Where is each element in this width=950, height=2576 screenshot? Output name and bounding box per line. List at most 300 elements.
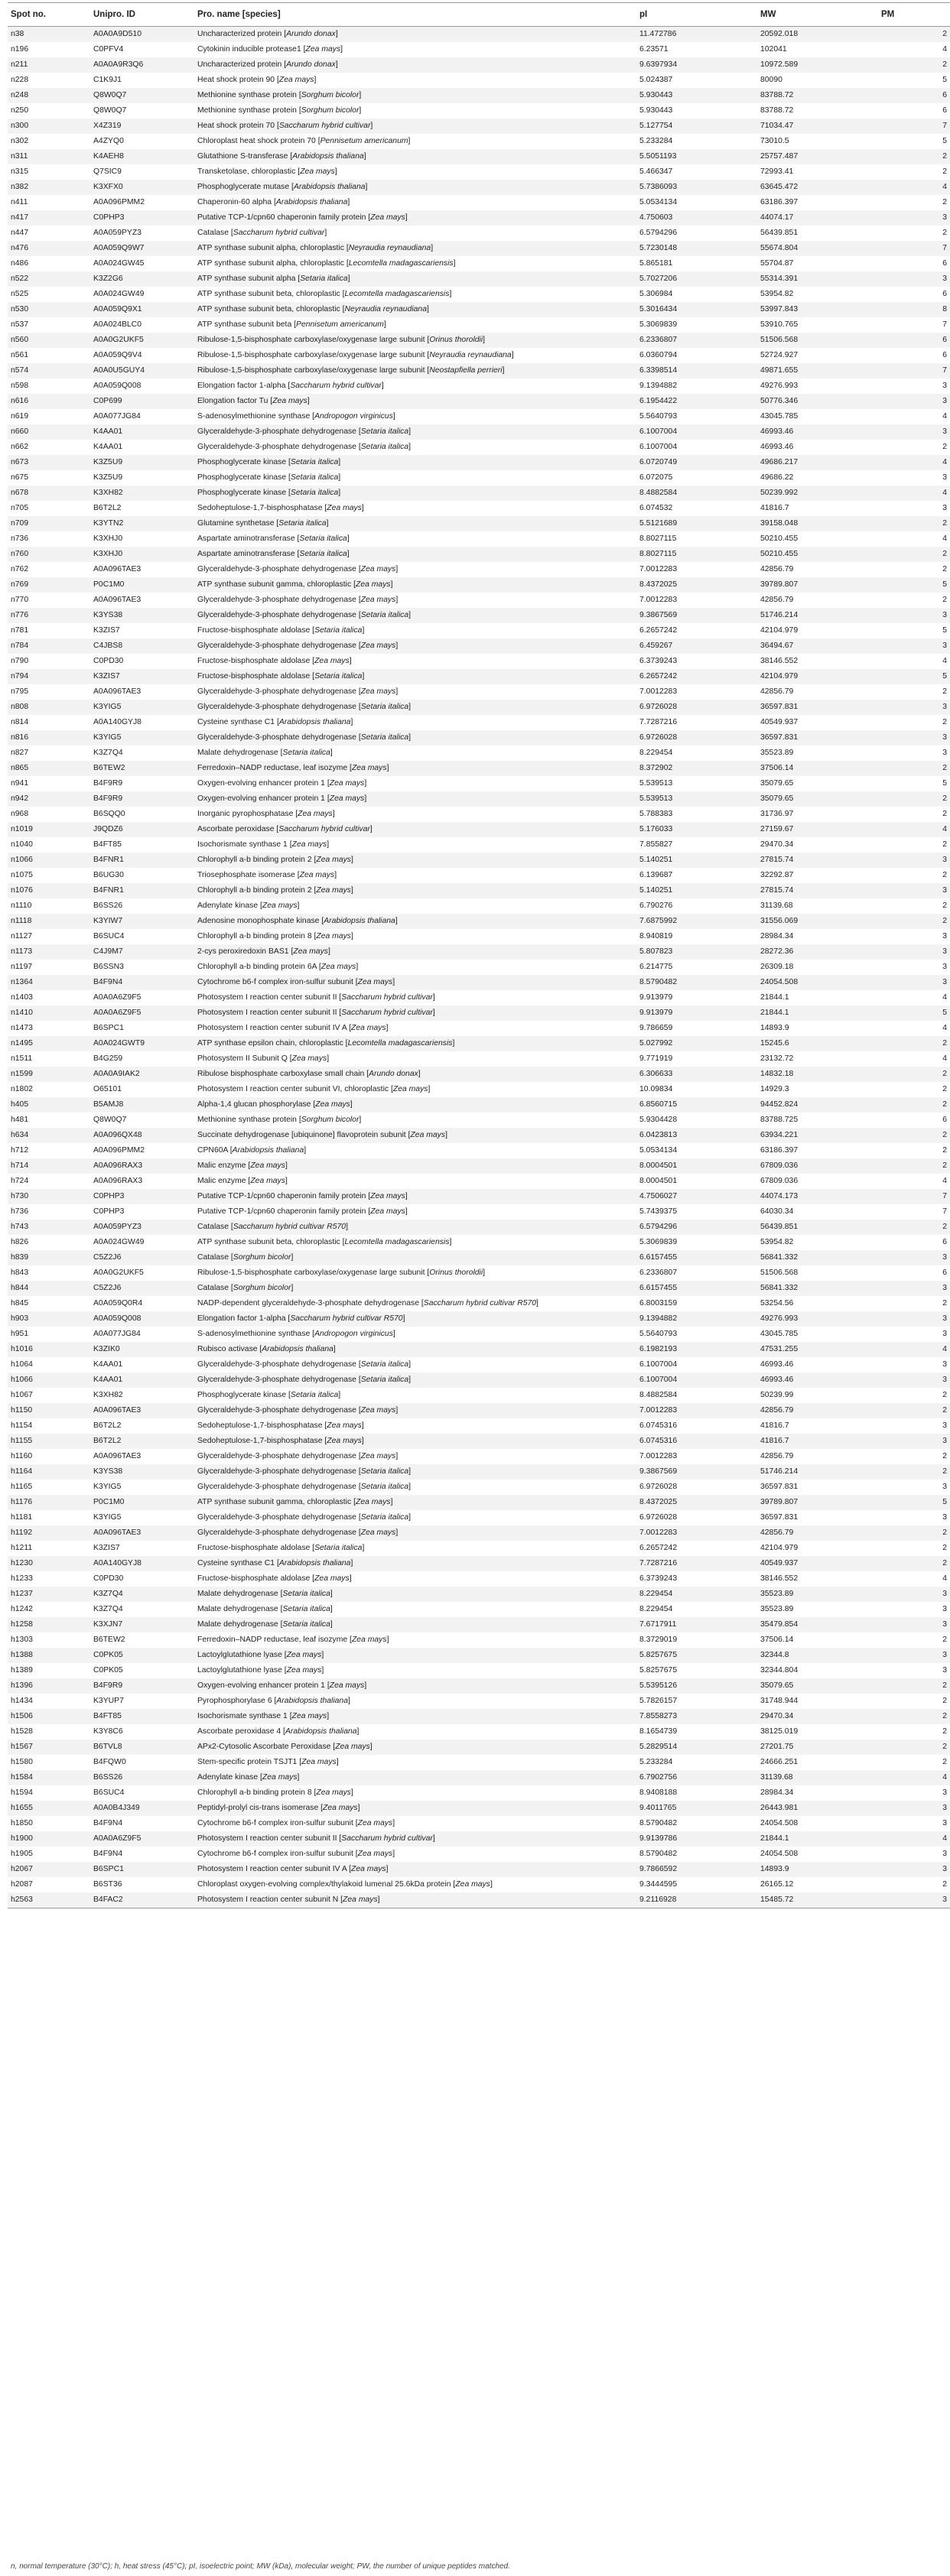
spot-no-cell: h405 (8, 1097, 90, 1113)
unipro-id-cell: K3XHJ0 (90, 547, 194, 562)
spot-no-cell: n675 (11, 473, 29, 482)
pm-cell: 2 (878, 1067, 950, 1082)
mw-cell: 35079.65 (757, 1678, 878, 1694)
pi-cell: 5.5640793 (639, 1330, 678, 1338)
protein-name-cell: Malate dehydrogenase [Setaria italica] (197, 749, 333, 757)
pm-cell: 2 (878, 761, 950, 776)
table-row (8, 1143, 950, 1158)
pm-cell: 3 (942, 1819, 947, 1827)
table-row (8, 776, 950, 791)
species-name: Zea mays (262, 901, 298, 910)
protein-name-cell: Malic enzyme [Zea mays] (194, 1158, 636, 1174)
mw-cell: 21844.1 (757, 1831, 878, 1847)
protein-name: Cysteine synthase C1 (197, 718, 275, 726)
protein-name: ATP synthase subunit beta (197, 320, 292, 329)
unipro-id-cell: C5Z2J6 (90, 1250, 194, 1265)
table-row (8, 547, 950, 562)
mw-cell: 63186.397 (760, 1146, 799, 1155)
species-name: Setaria italica (299, 534, 347, 543)
protein-name-cell: Chlorophyll a-b binding protein 6A [Zea mays] (197, 963, 359, 971)
pm-cell: 3 (942, 382, 947, 390)
table-row (8, 822, 950, 837)
mw-cell: 42856.79 (760, 1452, 794, 1460)
mw-cell: 31139.68 (760, 901, 793, 910)
protein-name: Succinate dehydrogenase [ubiquinone] flavoprotein subunit (197, 1131, 406, 1139)
mw-cell: 56439.851 (760, 229, 799, 237)
protein-name-cell: Oxygen-evolving enhancer protein 1 [Zea mays] (197, 779, 367, 788)
table-row (8, 348, 950, 363)
unipro-id-cell: K4AA01 (90, 424, 194, 440)
spot-no-cell: n561 (11, 351, 29, 359)
table-row (8, 1847, 950, 1862)
table-row (8, 57, 950, 73)
unipro-id-cell: A0A024GW49 (93, 1238, 145, 1246)
protein-name: Malic enzyme (197, 1161, 246, 1170)
protein-name-cell: Fructose-bisphosphate aldolase [Zea mays] (197, 1574, 352, 1583)
pm-cell: 3 (942, 1513, 947, 1522)
mw-cell: 38146.552 (760, 657, 799, 665)
protein-name-cell: Alpha-1,4 glucan phosphorylase [Zea mays] (194, 1097, 636, 1113)
protein-name-cell: Putative TCP-1/cpn60 chaperonin family protein [Zea mays] (194, 210, 636, 226)
protein-name: Methionine synthase protein (197, 106, 297, 115)
species-name: Arundo donax (286, 30, 336, 38)
table-footnote: n, normal temperature (30°C); h, heat stress (45°C); pI, isoelectric point; MW (kDa), molecular weight; PW, the number of unique peptides matched. (11, 2562, 510, 2571)
species-name: Setaria italica (314, 672, 363, 681)
pm-cell: 3 (878, 883, 950, 898)
pi-cell: 9.3867569 (636, 1464, 757, 1480)
protein-name-cell: Elongation factor 1-alpha [Saccharum hybrid cultivar] (197, 382, 384, 390)
species-name: Orinus thoroldii (429, 336, 483, 344)
table-row (8, 1892, 950, 1908)
protein-name-cell: Lactoylglutathione lyase [Zea mays] (197, 1666, 324, 1675)
spot-no-cell: n1197 (11, 963, 33, 971)
protein-name: Glyceraldehyde-3-phosphate dehydrogenase (197, 733, 356, 742)
table-row (8, 394, 950, 409)
species-name: Arabidopsis thaliana (232, 1146, 304, 1155)
spot-no-cell: h1066 (8, 1372, 90, 1388)
species-name: Zea mays (329, 794, 365, 803)
unipro-id-cell: A0A0A9IAK2 (90, 1067, 194, 1082)
spot-no-cell: n1127 (11, 932, 33, 940)
pi-cell: 8.229454 (639, 1605, 673, 1613)
pm-cell: 2 (878, 791, 950, 807)
species-name: Zea mays (286, 1666, 322, 1675)
species-name: Saccharum hybrid cultivar (290, 382, 382, 390)
spot-no-cell: n814 (11, 718, 29, 726)
table-row (8, 1510, 950, 1525)
table-row (8, 1877, 950, 1892)
mw-cell: 50239.99 (760, 1391, 794, 1399)
pm-cell: 2 (942, 1391, 947, 1399)
unipro-id-cell: A0A059Q9X1 (90, 302, 194, 317)
protein-name-cell: Glyceraldehyde-3-phosphate dehydrogenase [Setaria italica] (194, 700, 636, 715)
protein-name: Glyceraldehyde-3-phosphate dehydrogenase (197, 642, 356, 650)
spot-no-cell: n1110 (11, 901, 32, 910)
pi-cell: 6.139687 (639, 871, 673, 879)
unipro-id-cell: O65101 (93, 1085, 122, 1093)
pm-cell: 2 (878, 1740, 950, 1755)
protein-name-cell: Photosystem I reaction center subunit II [Saccharum hybrid cultivar] (194, 1831, 636, 1847)
protein-name-cell: Glyceraldehyde-3-phosphate dehydrogenase [Zea mays] (194, 1403, 636, 1418)
pi-cell: 9.913979 (639, 993, 673, 1002)
unipro-id-cell: A0A0A9R3Q6 (90, 57, 194, 73)
pi-cell: 5.127754 (636, 119, 757, 134)
protein-name: Ribulose-1,5-bisphosphate carboxylase/oxygenase large subunit (197, 366, 425, 375)
table-row (8, 27, 950, 43)
protein-name-cell: S-adenosylmethionine synthase [Andropogon virginicus] (197, 412, 395, 421)
species-name: Zea mays (410, 1131, 446, 1139)
protein-name-cell: Glyceraldehyde-3-phosphate dehydrogenase [Zea mays] (194, 638, 636, 654)
species-name: Zea mays (278, 76, 314, 84)
spot-no-cell: n228 (11, 76, 29, 84)
pm-cell: 2 (878, 914, 950, 929)
protein-name: Photosystem I reaction center subunit IV A (197, 1024, 347, 1032)
species-name: Zea mays (392, 1085, 428, 1093)
species-name: Zea mays (291, 1712, 327, 1720)
mw-cell: 49276.993 (757, 1311, 878, 1327)
table-row (8, 424, 950, 440)
unipro-id-cell: A0A024GW49 (93, 290, 145, 298)
table-row (8, 623, 950, 638)
unipro-id-cell: A0A0A6Z9F5 (90, 1005, 194, 1021)
pm-cell: 4 (878, 180, 950, 195)
table-row (8, 1021, 950, 1036)
mw-cell: 28272.36 (757, 944, 878, 960)
unipro-id-cell: A0A096PMM2 (93, 1146, 145, 1155)
protein-name-cell: Uncharacterized protein [Arundo donax] (194, 57, 636, 73)
table-row (8, 1694, 950, 1709)
protein-name: Glyceraldehyde-3-phosphate dehydrogenase (197, 1528, 356, 1537)
species-name: Zea mays (314, 657, 350, 665)
unipro-id-cell: A0A059Q9V4 (93, 351, 142, 359)
table-row (8, 1174, 950, 1189)
unipro-id-cell: K4AEH8 (90, 149, 194, 164)
pm-cell: 2 (878, 516, 950, 531)
mw-cell: 36597.831 (757, 700, 878, 715)
protein-name: Cytochrome b6-f complex iron-sulfur subunit (197, 1819, 353, 1827)
pm-cell: 2 (878, 1678, 950, 1694)
mw-cell: 56439.851 (757, 1220, 878, 1235)
protein-name: Chloroplast heat shock protein 70 (197, 137, 316, 145)
unipro-id-cell: A0A059PYZ3 (90, 1220, 194, 1235)
protein-name-cell: Malate dehydrogenase [Setaria italica] (197, 1605, 333, 1613)
header-unipro-id: Unipro. ID (90, 3, 194, 27)
pm-cell: 5 (942, 626, 947, 635)
spot-no-cell: n790 (11, 657, 29, 665)
pm-cell: 7 (878, 1189, 950, 1204)
protein-name: Glyceraldehyde-3-phosphate dehydrogenase (197, 1467, 356, 1476)
mw-cell: 31736.97 (760, 810, 794, 818)
protein-name: Phosphoglycerate kinase (197, 458, 287, 466)
pm-cell: 2 (878, 57, 950, 73)
mw-cell: 94452.824 (757, 1097, 878, 1113)
pm-cell: 3 (942, 1330, 947, 1338)
pi-cell: 6.2336807 (636, 333, 757, 348)
unipro-id-cell: C0PHP3 (93, 1207, 125, 1216)
pi-cell: 5.7027206 (636, 271, 757, 287)
species-name: Setaria italica (360, 1467, 409, 1476)
protein-name-cell: Chlorophyll a-b binding protein 2 [Zea mays] (194, 853, 636, 868)
pi-cell: 8.4372025 (636, 577, 757, 593)
species-name: Setaria italica (290, 489, 339, 497)
unipro-id-cell: Q8W0Q7 (93, 106, 127, 115)
protein-name-cell: ATP synthase subunit beta, chloroplastic [Neyraudia reynaudiana] (194, 302, 636, 317)
pm-cell: 6 (942, 351, 947, 359)
unipro-id-cell: A0A0G2UKF5 (90, 333, 194, 348)
pm-cell: 2 (942, 443, 947, 451)
protein-name-cell: Ribulose-1,5-bisphosphate carboxylase/oxygenase large subunit [Neostapfiella perrieri] (194, 363, 636, 378)
protein-name: Oxygen-evolving enhancer protein 1 (197, 794, 325, 803)
unipro-id-cell: K3Y8C6 (93, 1727, 123, 1736)
table-row (8, 1220, 950, 1235)
spot-no-cell: n38 (8, 27, 90, 43)
protein-name: Glyceraldehyde-3-phosphate dehydrogenase (197, 1513, 356, 1522)
spot-no-cell: n211 (8, 57, 90, 73)
protein-name-cell: Cytochrome b6-f complex iron-sulfur subunit [Zea mays] (197, 1819, 395, 1827)
pi-cell: 5.140251 (636, 853, 757, 868)
protein-name-cell: Chlorophyll a-b binding protein 2 [Zea mays] (194, 883, 636, 898)
pm-cell: 3 (878, 1250, 950, 1265)
mw-cell: 27201.75 (757, 1740, 878, 1755)
mw-cell: 42104.979 (760, 626, 799, 635)
protein-name-cell: Malic enzyme [Zea mays] (197, 1177, 288, 1185)
protein-name: Glyceraldehyde-3-phosphate dehydrogenase (197, 596, 356, 604)
pi-cell: 6.1982193 (636, 1342, 757, 1357)
protein-name-cell: ATP synthase epsilon chain, chloroplastic [Lecomtella madagascariensis] (194, 1036, 636, 1051)
pi-cell: 9.4011765 (636, 1801, 757, 1816)
protein-name-cell: Glyceraldehyde-3-phosphate dehydrogenase [Setaria italica] (197, 443, 412, 451)
pi-cell: 8.4882584 (639, 1391, 678, 1399)
spot-no-cell: h634 (8, 1128, 90, 1143)
mw-cell: 32292.87 (760, 871, 794, 879)
species-name: Zea mays (286, 1651, 322, 1659)
spot-no-cell: n968 (11, 810, 29, 818)
protein-name: ATP synthase epsilon chain, chloroplastic (197, 1039, 343, 1048)
protein-name-cell: Photosystem I reaction center subunit IV A [Zea mays] (194, 1862, 636, 1877)
pm-cell: 2 (878, 1403, 950, 1418)
protein-name-cell: Rubisco activase [Arabidopsis thaliana] (194, 1342, 636, 1357)
pi-cell: 6.0745316 (639, 1421, 678, 1430)
spot-no-cell: n447 (11, 229, 29, 237)
protein-name-cell: Adenylate kinase [Zea mays] (194, 1770, 636, 1785)
mw-cell: 24054.508 (757, 975, 878, 990)
mw-cell: 49871.655 (757, 363, 878, 378)
mw-cell: 42856.79 (757, 1525, 878, 1541)
mw-cell: 51746.214 (757, 608, 878, 623)
unipro-id-cell: B6T2L2 (90, 1434, 194, 1449)
spot-no-cell: h1230 (8, 1556, 90, 1571)
table-row (8, 1327, 950, 1342)
table-row (8, 1097, 950, 1113)
unipro-id-cell: A0A0U5GUY4 (90, 363, 194, 378)
table-row (8, 1128, 950, 1143)
unipro-id-cell: B4FT85 (93, 840, 122, 849)
mw-cell: 49686.22 (760, 473, 794, 482)
unipro-id-cell: A0A096RAX3 (93, 1177, 143, 1185)
unipro-id-cell: B6SPC1 (90, 1862, 194, 1877)
protein-name-cell: Sedoheptulose-1,7-bisphosphatase [Zea mays] (197, 504, 364, 512)
pm-cell: 4 (942, 412, 947, 421)
pm-cell: 5 (942, 137, 947, 145)
protein-name-cell: Chloroplast oxygen-evolving complex/thylakoid lumenal 25.6kDa protein [Zea mays] (197, 1880, 493, 1889)
protein-name: Ribulose-1,5-bisphosphate carboxylase/oxygenase large subunit (197, 336, 425, 344)
protein-name-cell: Glyceraldehyde-3-phosphate dehydrogenase [Zea mays] (197, 565, 399, 573)
protein-name: Fructose-bisphosphate aldolase (197, 1544, 311, 1552)
unipro-id-cell: Q8W0Q7 (90, 88, 194, 103)
table-row (8, 333, 950, 348)
spot-no-cell: n795 (11, 687, 29, 696)
table-row (8, 746, 950, 761)
table-row (8, 853, 950, 868)
protein-name-cell: Cytochrome b6-f complex iron-sulfur subunit [Zea mays] (197, 1850, 395, 1858)
table-row (8, 409, 950, 424)
species-name: Arabidopsis thaliana (262, 1345, 333, 1353)
mw-cell: 15485.72 (757, 1892, 878, 1908)
protein-name-cell: ATP synthase subunit alpha, chloroplastic [Neyraudia reynaudiana] (194, 241, 636, 256)
unipro-id-cell: Q8W0Q7 (93, 1116, 127, 1124)
species-name: Zea mays (291, 1054, 327, 1063)
pm-cell: 6 (942, 1238, 947, 1246)
pm-cell: 8 (878, 302, 950, 317)
unipro-id-cell: A0A096PMM2 (93, 198, 145, 206)
mw-cell: 53910.765 (760, 320, 799, 329)
spot-no-cell: h1528 (11, 1727, 33, 1736)
spot-no-cell: n382 (8, 180, 90, 195)
species-name: Setaria italica (282, 1620, 330, 1629)
spot-no-cell: h2067 (8, 1862, 90, 1877)
protein-name: Sedoheptulose-1,7-bisphosphatase (197, 504, 323, 512)
mw-cell: 44074.173 (757, 1189, 878, 1204)
mw-cell: 41816.7 (760, 504, 789, 512)
protein-name: Glyceraldehyde-3-phosphate dehydrogenase (197, 1483, 356, 1491)
table-row (8, 944, 950, 960)
table-row (8, 363, 950, 378)
pm-cell: 7 (942, 320, 947, 329)
protein-name-cell: Glyceraldehyde-3-phosphate dehydrogenase [Setaria italica] (194, 1464, 636, 1480)
protein-name: Isochorismate synthase 1 (197, 840, 288, 849)
pm-cell: 2 (878, 1158, 950, 1174)
pi-cell: 7.7287216 (636, 1556, 757, 1571)
spot-no-cell: n315 (11, 167, 29, 176)
protein-name: Photosystem I reaction center subunit II (197, 1834, 337, 1843)
spot-no-cell: h1388 (8, 1648, 90, 1663)
spot-no-cell: h1211 (11, 1544, 33, 1552)
table-row (8, 608, 950, 623)
spot-no-cell: h1155 (8, 1434, 90, 1449)
protein-name-cell: Uncharacterized protein [Arundo donax] (194, 27, 636, 43)
pm-cell: 5 (942, 76, 947, 84)
protein-name: Glyceraldehyde-3-phosphate dehydrogenase (197, 1406, 356, 1415)
protein-name: Malate dehydrogenase (197, 1620, 278, 1629)
pi-cell: 6.0360794 (639, 351, 678, 359)
mw-cell: 67809.036 (760, 1177, 799, 1185)
species-name: Setaria italica (282, 1605, 330, 1613)
mw-cell: 28984.34 (760, 932, 794, 940)
protein-name-cell: Sedoheptulose-1,7-bisphosphatase [Zea mays] (194, 1434, 636, 1449)
pi-cell: 5.9304428 (639, 1116, 678, 1124)
unipro-id-cell: B6SPC1 (93, 1024, 124, 1032)
pi-cell: 7.8558273 (636, 1709, 757, 1724)
pi-cell: 5.027992 (636, 1036, 757, 1051)
protein-name: Chlorophyll a-b binding protein 2 (197, 856, 312, 864)
mw-cell: 67809.036 (757, 1158, 878, 1174)
mw-cell: 37506.14 (757, 761, 878, 776)
spot-no-cell: h730 (8, 1189, 90, 1204)
mw-cell: 44074.17 (757, 210, 878, 226)
pi-cell: 7.0012283 (639, 687, 678, 696)
mw-cell: 14893.9 (760, 1024, 789, 1032)
protein-name: Alpha-1,4 glucan phosphorylase (197, 1100, 311, 1109)
mw-cell: 80090 (760, 76, 782, 84)
unipro-id-cell: B4F9R9 (93, 779, 123, 788)
protein-name-cell: Fructose-bisphosphate aldolase [Setaria italica] (197, 1544, 365, 1552)
species-name: Setaria italica (290, 473, 339, 482)
species-name: Saccharum hybrid cultivar R570 (423, 1299, 537, 1307)
mw-cell: 26309.18 (760, 963, 794, 971)
spot-no-cell: n1118 (8, 914, 90, 929)
protein-name: Phosphoglycerate mutase (197, 183, 290, 191)
table-row (8, 1265, 950, 1281)
pi-cell: 6.2657242 (639, 1544, 678, 1552)
protein-name-cell: 2-cys peroxiredoxin BAS1 [Zea mays] (194, 944, 636, 960)
protein-name: Elongation factor 1-alpha (197, 1314, 286, 1323)
protein-name-cell: Stem-specific protein TSJT1 [Zea mays] (197, 1758, 339, 1766)
spot-no-cell: n411 (11, 198, 28, 206)
pi-cell: 5.466347 (639, 167, 673, 176)
protein-name-cell: Phosphoglycerate kinase [Setaria italica] (194, 486, 636, 501)
pi-cell: 9.786659 (639, 1024, 673, 1032)
species-name: Sorghum bicolor (301, 91, 360, 99)
protein-name-cell: Succinate dehydrogenase [ubiquinone] flavoprotein subunit [Zea mays] (194, 1128, 636, 1143)
spot-no-cell: h1150 (8, 1403, 90, 1418)
species-name: Zea mays (357, 978, 393, 986)
table-row (8, 1449, 950, 1464)
pm-cell: 3 (878, 1801, 950, 1816)
table-row (8, 1480, 950, 1495)
protein-name: Aspartate aminotransferase (197, 550, 295, 558)
protein-name-cell: Lactoylglutathione lyase [Zea mays] (194, 1648, 636, 1663)
spot-no-cell: n816 (8, 730, 90, 746)
mw-cell: 25757.487 (757, 149, 878, 164)
species-name: Setaria italica (360, 733, 409, 742)
protein-name: Cytochrome b6-f complex iron-sulfur subunit (197, 978, 353, 986)
spot-no-cell: h481 (11, 1116, 29, 1124)
protein-name-cell: Ribulose-1,5-bisphosphate carboxylase/oxygenase large subunit [Orinus thoroldii] (197, 1269, 486, 1277)
pi-cell: 5.140251 (636, 883, 757, 898)
protein-name: Ferredoxin–NADP reductase, leaf isozyme (197, 1636, 348, 1644)
pi-cell: 9.7866592 (636, 1862, 757, 1877)
unipro-id-cell: P0C1M0 (90, 1495, 194, 1510)
mw-cell: 27815.74 (757, 853, 878, 868)
pi-cell: 8.1654739 (639, 1727, 678, 1736)
mw-cell: 51746.214 (757, 1464, 878, 1480)
species-name: Setaria italica (360, 1360, 409, 1369)
pi-cell: 5.024387 (639, 76, 673, 84)
unipro-id-cell: A0A096TAE3 (93, 1452, 142, 1460)
protein-name: Adenylate kinase (197, 1773, 259, 1782)
pm-cell: 3 (878, 853, 950, 868)
unipro-id-cell: K3Z7Q4 (90, 1587, 194, 1602)
spot-no-cell: h1506 (8, 1709, 90, 1724)
protein-name-cell: NADP-dependent glyceraldehyde-3-phosphate dehydrogenase [Saccharum hybrid cultivar R570] (197, 1299, 538, 1307)
spot-no-cell: n196 (11, 45, 29, 54)
table-row (8, 638, 950, 654)
pi-cell: 6.1954422 (636, 394, 757, 409)
pm-cell: 7 (878, 241, 950, 256)
table-row (8, 1602, 950, 1617)
mw-cell: 35079.65 (760, 779, 794, 788)
unipro-id-cell: A0A059PYZ3 (93, 229, 142, 237)
